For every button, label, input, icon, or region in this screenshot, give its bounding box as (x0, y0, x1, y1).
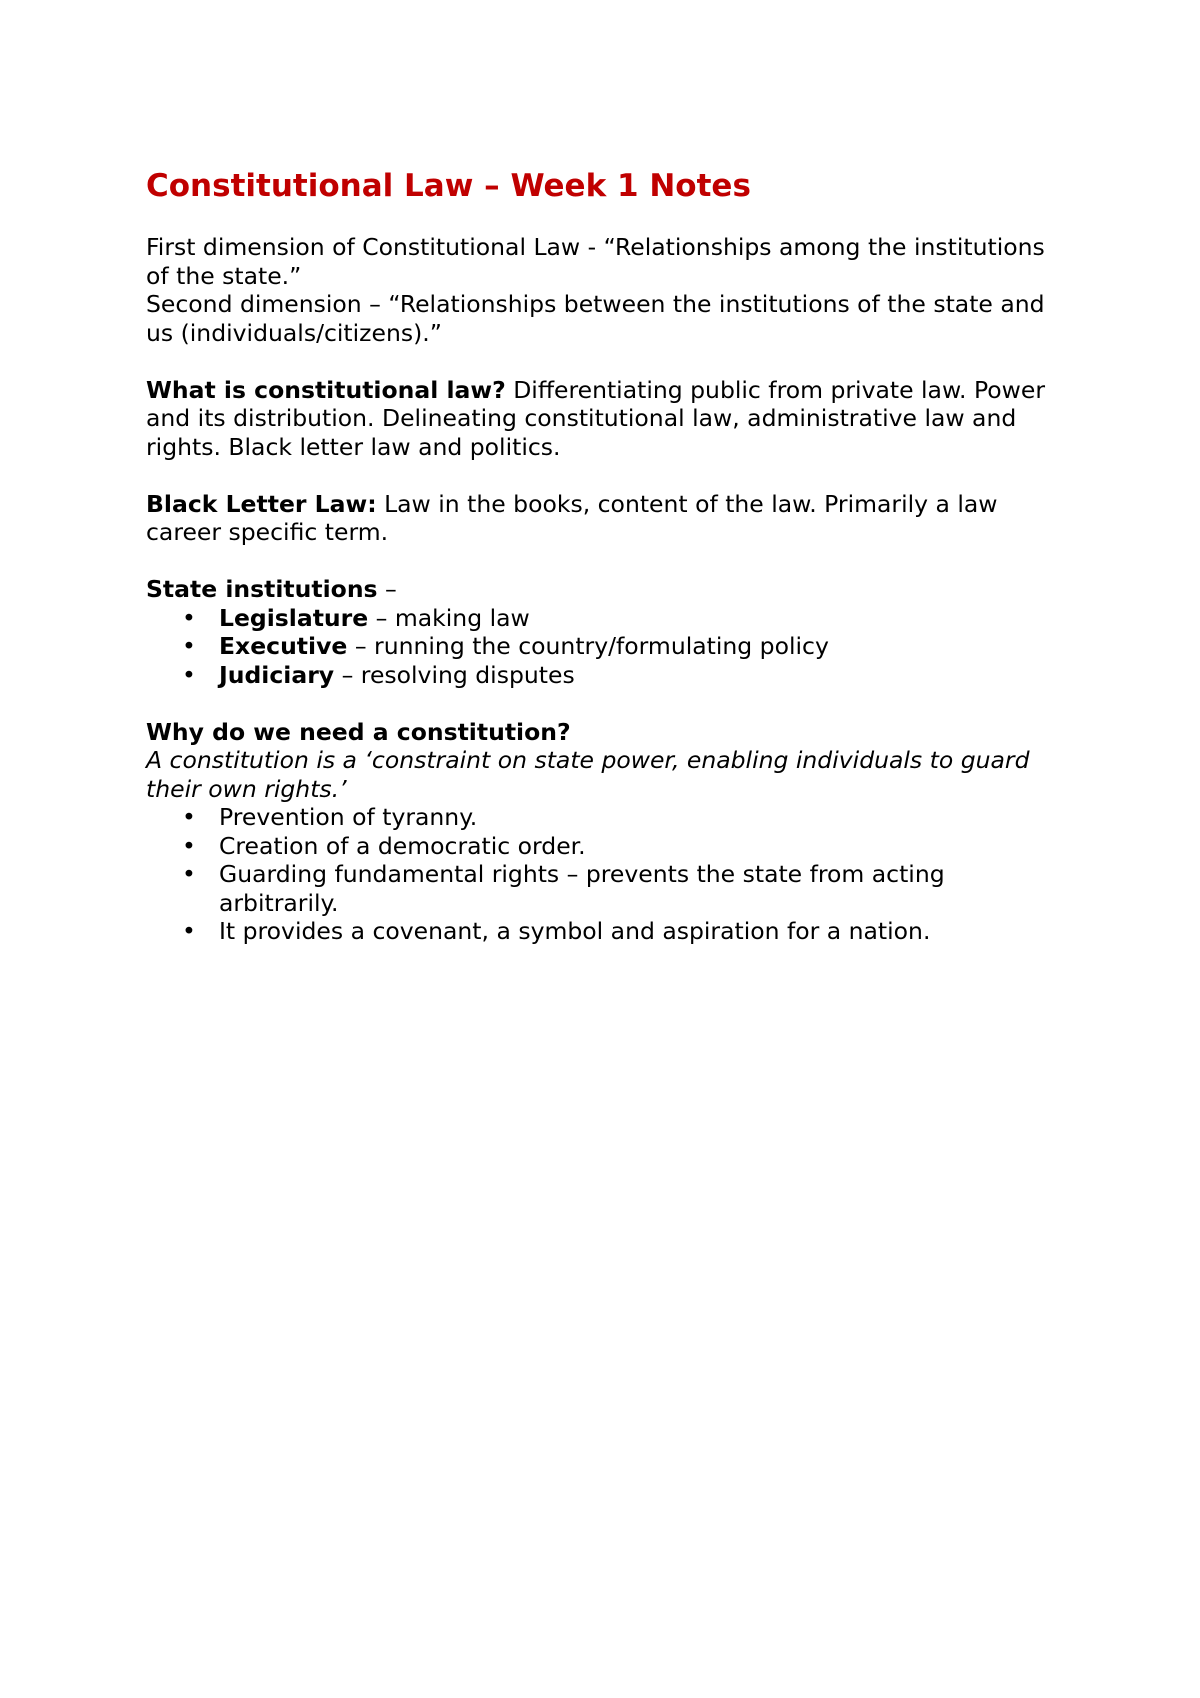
why-quote: A constitution is a ‘constraint on state power, enabling individuals to guard their own rights.’ (146, 746, 1030, 803)
list-item (146, 632, 1066, 661)
state-institutions-heading: State institutions (146, 575, 378, 603)
black-letter-text: Law in the books, content of the law. Primarily a law career specific term. (146, 489, 998, 546)
institution-term: Executive (219, 632, 348, 660)
bullet-icon: • (182, 603, 196, 632)
bullet-icon: • (182, 803, 196, 831)
list-item (146, 832, 1066, 861)
bullet-icon: • (182, 917, 196, 945)
document-page (146, 166, 1066, 946)
institution-term: Legislature (219, 603, 369, 632)
list-item-text: Guarding fundamental rights – prevents the state from acting arbitrarily. (219, 860, 945, 917)
institution-desc: – resolving disputes (334, 660, 575, 689)
what-is-heading: What is constitutional law? (146, 375, 506, 404)
bullet-icon: • (182, 632, 196, 660)
institution-desc: – running the country/formulating policy (347, 632, 829, 660)
bullet-icon: • (182, 860, 196, 888)
first-dimension-text: First dimension of Constitutional Law - “Relationships among the institutions of the state.” (146, 233, 1045, 290)
bullet-icon: • (182, 660, 196, 689)
list-item (146, 661, 1066, 690)
list-item-text: Prevention of tyranny. (219, 803, 478, 831)
what-is-paragraph (146, 376, 1066, 462)
what-is-text: Differentiating public from private law. Power and its distribution. Delineating constitutional law, administrative law and rights. Black letter law and politics. (146, 375, 1046, 461)
document-title: Constitutional Law – Week 1 Notes (146, 168, 751, 204)
list-item-text: Creation of a democratic order. (219, 831, 586, 860)
list-item (146, 917, 1066, 946)
list-item (146, 860, 1066, 917)
list-item-text: It provides a covenant, a symbol and aspiration for a nation. (219, 917, 931, 945)
list-item (146, 803, 1066, 832)
institution-desc: – making law (368, 603, 530, 632)
why-list (146, 803, 1066, 946)
state-institutions-list (146, 604, 1066, 690)
institution-term: Judiciary (219, 660, 335, 689)
state-institutions-paragraph (146, 575, 1066, 604)
second-dimension-text: Second dimension – “Relationships between the institutions of the state and us (individuals/citizens).” (146, 290, 1045, 347)
bullet-icon: • (182, 831, 196, 860)
list-item (146, 604, 1066, 633)
spacer (146, 547, 1066, 576)
spacer (146, 689, 1066, 718)
black-letter-heading: Black Letter Law: (146, 489, 377, 518)
state-institutions-dash: – (377, 575, 397, 603)
spacer (146, 461, 1066, 490)
why-heading: Why do we need a constitution? (146, 717, 571, 746)
spacer (146, 347, 1066, 376)
black-letter-paragraph (146, 490, 1066, 547)
